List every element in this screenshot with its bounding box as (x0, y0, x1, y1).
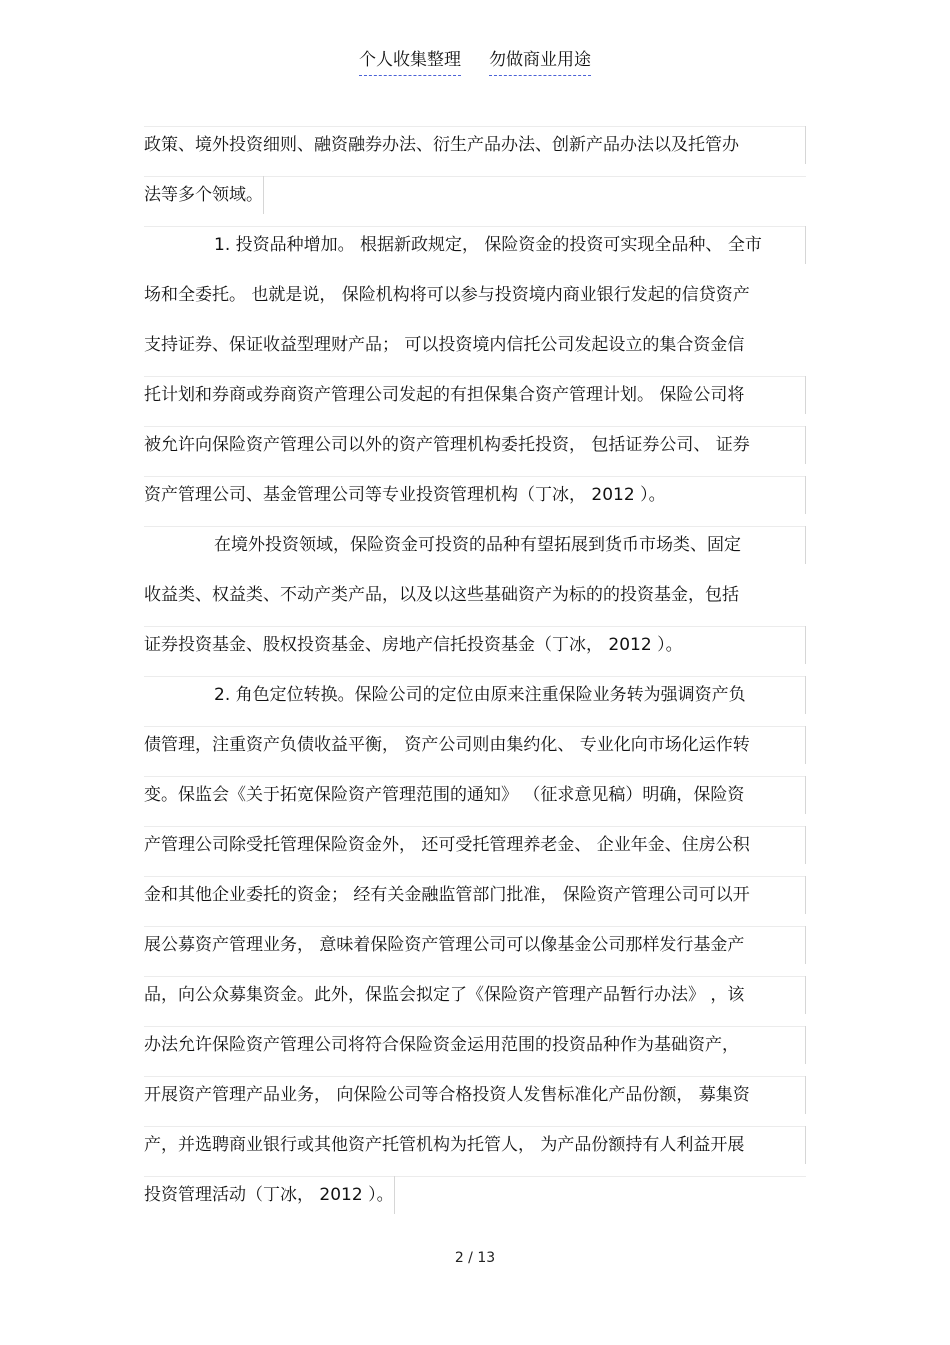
text-line: 资产管理公司、基金管理公司等专业投资管理机构（丁冰， 2012 ）。 (144, 470, 806, 520)
text-line: 开展资产管理产品业务， 向保险公司等合格投资人发售标准化产品份额， 募集资 (144, 1070, 806, 1120)
text-line: 政策、境外投资细则、融资融券办法、衍生产品办法、创新产品办法以及托管办 (144, 120, 806, 170)
text-line: 债管理，注重资产负债收益平衡， 资产公司则由集约化、 专业化向市场化运作转 (144, 720, 806, 770)
text-line: 品，向公众募集资金。此外，保监会拟定了《保险资产管理产品暂行办法》 ，该 (144, 970, 806, 1020)
text-line: 场和全委托。 也就是说， 保险机构将可以参与投资境内商业银行发起的信贷资产 (144, 285, 750, 305)
paragraph-start-line: 1. 投资品种增加。 根据新政规定， 保险资金的投资可实现全品种、 全市 (144, 220, 806, 270)
document-body (144, 120, 806, 1220)
text-line: 法等多个领域。 (144, 170, 806, 220)
text-line: 证券投资基金、股权投资基金、房地产信托投资基金（丁冰， 2012 ）。 (144, 620, 806, 670)
text-line: 变。保监会《关于拓宽保险资产管理范围的通知》 （征求意见稿）明确，保险资 (144, 770, 806, 820)
text-line: 被允许向保险资产管理公司以外的资产管理机构委托投资， 包括证券公司、 证券 (144, 420, 806, 470)
paragraph-start-line: 在境外投资领域，保险资金可投资的品种有望拓展到货币市场类、固定 (144, 520, 806, 570)
text-line: 支持证券、保证收益型理财产品； 可以投资境内信托公司发起设立的集合资金信 (144, 335, 745, 355)
header-right-text: 勿做商业用途 (489, 46, 591, 76)
text-line: 收益类、权益类、不动产类产品，以及以这些基础资产为标的的投资基金，包括 (144, 585, 739, 605)
paragraph-start-line: 2. 角色定位转换。保险公司的定位由原来注重保险业务转为强调资产负 (144, 670, 806, 720)
header-left-text: 个人收集整理 (359, 46, 461, 76)
text-line: 办法允许保险资产管理公司将符合保险资金运用范围的投资品种作为基础资产， (144, 1020, 806, 1070)
text-line: 产管理公司除受托管理保险资金外， 还可受托管理养老金、 企业年金、住房公积 (144, 820, 806, 870)
page-number: 2 / 13 (454, 1250, 496, 1266)
text-line: 展公募资产管理业务， 意味着保险资产管理公司可以像基金公司那样发行基金产 (144, 920, 806, 970)
page-header (0, 46, 950, 76)
text-line: 托计划和券商或券商资产管理公司发起的有担保集合资产管理计划。 保险公司将 (144, 370, 806, 420)
text-line: 投资管理活动（丁冰， 2012 ）。 (144, 1170, 806, 1220)
text-line: 产，并选聘商业银行或其他资产托管机构为托管人， 为产品份额持有人利益开展 (144, 1120, 806, 1170)
text-line: 金和其他企业委托的资金； 经有关金融监管部门批准， 保险资产管理公司可以开 (144, 870, 806, 920)
